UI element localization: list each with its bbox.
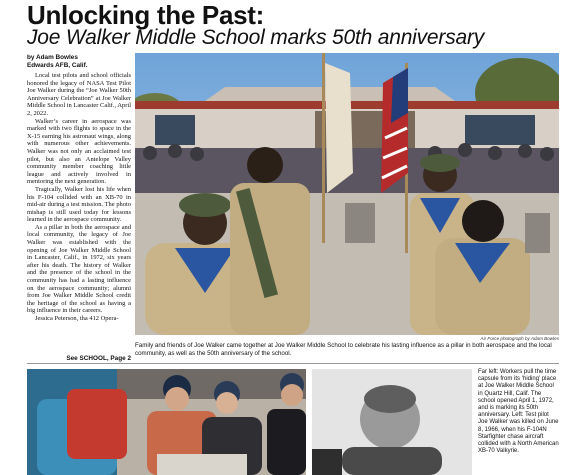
side-photo-caption: Far left: Workers pull the time capsule from its ‘hiding’ place at Joe Walker Middle School in Quartz Hill, Calif. The school opened April 1, 1972, and is marking its 50th anniversary. Left: Test pilot Joe Walker was killed on June 8, 1966, when his F-104N Starfighter chase aircraft collided with a North American XB-70 Valkyrie. <box>478 369 559 455</box>
main-photo <box>135 53 559 335</box>
article-paragraph: As a pillar in both the aerospace and local community, the legacy of Joe Walker was established with the opening of Joe Walker Middle School in Lancaster, Calif., in 1972, six years after his death. The history of Walker and the presence of the school in the community has had a lasting influence on the aerospace community; alumni from Joe Walker Middle School credit the heritage of the school as having a big influence in their careers. <box>27 223 131 315</box>
section-divider <box>27 363 559 364</box>
jump-line[interactable]: See SCHOOL, Page 2 <box>66 355 131 362</box>
workers-photo-illustration <box>27 369 306 475</box>
byline-author: by Adam Bowles <box>27 54 78 61</box>
article-paragraph: Tragically, Walker lost his life when his F-104 collided with an XB-70 in mid-air during a test mission. The photo mishap is still used today for lessons learned in the aerospace community. <box>27 185 131 224</box>
article-paragraph: Local test pilots and school officials honored the legacy of NASA Test Pilot Joe Walker during the “Joe Walker 50th Anniversary Celebration” at Joe Walker Middle School in Lancaster Calif., April 2, 2022. <box>27 72 131 117</box>
byline <box>27 54 137 70</box>
subheadline: Joe Walker Middle School marks 50th anniversary <box>27 26 485 49</box>
portrait-illustration <box>312 369 472 475</box>
article-paragraph: Jessica Peterson, tha 412 Opera- <box>35 315 119 322</box>
headline: Unlocking the Past: <box>27 0 264 30</box>
joe-walker-portrait <box>312 369 472 475</box>
ceremony-photo-illustration <box>135 53 559 335</box>
byline-org: Edwards AFB, Calif. <box>27 62 88 69</box>
main-photo-caption: Family and friends of Joe Walker came together at Joe Walker Middle School to celebrate his lasting influence as a pillar in both aerospace and the local community, as well as the 50th anniversary of the school. <box>135 342 552 357</box>
time-capsule-photo <box>27 369 306 475</box>
photo-credit: Air Force photograph by Adam Bowles <box>480 336 559 341</box>
article-paragraph: Walker’s career in aerospace was marked with two flights to space in the X-15 earning his astronaut wings, along with numerous other achievements. Walker was not only an acclaimed test pilot, but also an Antelope Valley community member coaching little league and actively involved in mentoring the next generation. <box>27 117 131 186</box>
article-body <box>27 72 131 323</box>
